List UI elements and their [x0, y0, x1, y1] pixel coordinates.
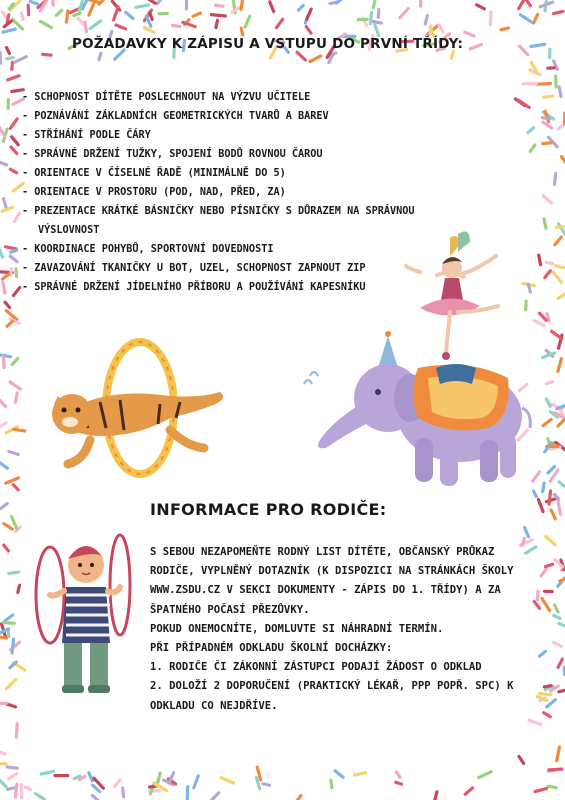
list-item-continuation: VÝSLOVNOST	[38, 225, 100, 236]
sprinkle-icon	[396, 772, 400, 778]
tiger-jumping-ring-illustration	[30, 330, 240, 490]
sprinkle-icon	[18, 585, 20, 592]
sprinkle-icon	[306, 27, 311, 34]
sprinkle-icon	[210, 793, 219, 800]
sprinkle-icon	[558, 125, 563, 129]
sprinkle-icon	[7, 48, 10, 54]
sprinkle-icon	[15, 784, 17, 797]
sprinkle-icon	[479, 772, 491, 778]
sprinkle-icon	[2, 12, 7, 18]
sprinkle-icon	[557, 747, 560, 761]
sprinkle-icon	[36, 794, 45, 800]
sprinkle-icon	[270, 2, 274, 12]
sprinkle-icon	[535, 789, 547, 792]
sprinkle-icon	[0, 463, 8, 469]
sprinkle-icon	[538, 500, 543, 512]
sprinkle-icon	[66, 11, 68, 22]
sprinkle-icon	[425, 16, 427, 24]
sprinkle-icon	[123, 788, 124, 797]
sprinkle-icon	[99, 53, 101, 60]
sprinkle-icon	[10, 662, 16, 668]
sprinkle-icon	[4, 524, 12, 529]
sprinkle-icon	[451, 51, 453, 58]
list-item: - PREZENTACE KRÁTKÉ BÁSNIČKY NEBO PÍSNIČKY S DŮRAZEM NA SPRÁVNOU	[22, 206, 415, 217]
sprinkle-icon	[528, 128, 534, 133]
sprinkle-icon	[173, 25, 180, 26]
sprinkle-icon	[10, 169, 16, 173]
sprinkle-icon	[3, 356, 4, 367]
list-item: - ORIENTACE V PROSTORU (POD, NAD, PŘED, ZA)	[22, 187, 286, 198]
sprinkle-icon	[543, 483, 545, 492]
sprinkle-icon	[299, 6, 304, 11]
sprinkle-icon	[335, 771, 343, 778]
sprinkle-icon	[6, 679, 16, 688]
sprinkle-icon	[540, 2, 553, 7]
sprinkle-icon	[554, 605, 558, 612]
sprinkle-icon	[14, 213, 19, 221]
elephant-illustration	[318, 364, 530, 486]
sprinkle-icon	[16, 393, 18, 402]
list-item: - ORIENTACE V ČÍSELNÉ ŘADĚ (MINIMÁLNĚ DO 5)	[22, 168, 286, 179]
sprinkle-icon	[221, 778, 234, 783]
sprinkle-icon	[557, 227, 564, 228]
sprinkle-icon	[559, 623, 565, 628]
requirements-title: POŽADAVKY K ZÁPISU A VSTUPU DO PRVNÍ TŘÍDY:	[72, 36, 464, 52]
sprinkle-icon	[529, 720, 541, 724]
sprinkle-icon	[99, 0, 103, 4]
sprinkle-icon	[4, 545, 9, 551]
sprinkle-icon	[276, 19, 282, 27]
sprinkle-icon	[465, 788, 472, 794]
sprinkle-icon	[546, 399, 550, 407]
sprinkle-icon	[12, 62, 13, 69]
ballerina-illustration	[406, 231, 498, 360]
sprinkle-icon	[297, 52, 305, 60]
info-text	[150, 543, 545, 716]
sprinkle-icon	[477, 5, 485, 9]
sprinkle-icon	[9, 774, 17, 779]
sprinkle-icon	[545, 271, 551, 278]
sprinkle-icon	[537, 84, 550, 85]
sprinkle-icon	[5, 615, 13, 621]
sprinkle-icon	[525, 528, 529, 537]
sprinkle-icon	[558, 502, 560, 514]
sprinkle-icon	[530, 145, 535, 151]
sprinkle-icon	[439, 25, 443, 32]
sprinkle-icon	[375, 24, 379, 35]
sprinkle-icon	[554, 11, 563, 13]
sprinkle-icon	[88, 0, 99, 2]
sprinkle-icon	[400, 9, 408, 18]
sprinkle-icon	[0, 161, 7, 165]
list-item: - STŘÍHÁNÍ PODLE ČÁRY	[22, 130, 151, 141]
sprinkle-icon	[549, 491, 551, 504]
sprinkle-icon	[10, 382, 20, 389]
sprinkle-icon	[501, 28, 508, 30]
sprinkle-icon	[92, 795, 98, 800]
sprinkle-icon	[8, 787, 16, 789]
sprinkle-icon	[546, 564, 553, 566]
sprinkle-icon	[559, 87, 561, 97]
sprinkle-icon	[531, 44, 545, 46]
sprinkle-icon	[90, 21, 101, 29]
sprinkle-icon	[78, 18, 83, 24]
sprinkle-icon	[241, 0, 242, 9]
sprinkle-icon	[145, 27, 154, 32]
sprinkle-icon	[114, 7, 119, 20]
sprinkle-icon	[12, 358, 18, 364]
sprinkle-icon	[336, 0, 342, 3]
sprinkle-icon	[7, 767, 17, 768]
sprinkle-icon	[543, 420, 551, 426]
sprinkle-icon	[519, 756, 524, 763]
sprinkle-icon	[3, 283, 5, 294]
hula-hoop-acrobat-illustration	[28, 525, 138, 700]
sprinkle-icon	[14, 429, 25, 431]
sprinkle-icon	[30, 2, 37, 5]
sprinkle-icon	[7, 704, 15, 707]
sprinkle-icon	[136, 5, 149, 7]
sprinkle-icon	[551, 510, 555, 519]
sprinkle-icon	[355, 773, 366, 776]
sprinkle-icon	[211, 15, 225, 16]
info-step: 2. DOLOŽÍ 2 DOPORUČENÍ (PRAKTICKÝ LÉKAŘ, PPP POPŘ. SPC) K ODKLADU CO NEJDŘÍVE.	[150, 680, 514, 712]
sprinkle-icon	[555, 237, 562, 245]
sprinkle-icon	[546, 382, 552, 384]
sprinkle-icon	[150, 13, 152, 20]
sprinkle-icon	[5, 302, 10, 307]
sprinkle-icon	[554, 174, 555, 185]
sprinkle-icon	[1, 504, 7, 509]
sprinkle-icon	[9, 451, 18, 454]
sprinkle-icon	[0, 779, 6, 787]
info-paragraph: PŘI PŘÍPADNÉM ODKLADU ŠKOLNÍ DOCHÁZKY:	[150, 642, 393, 655]
sprinkle-icon	[0, 400, 6, 406]
sprinkle-icon	[544, 219, 546, 228]
list-item: - SPRÁVNÉ DRŽENÍ JÍDELNÍHO PŘÍBORU A POUŽÍVÁNÍ KAPESNÍKU	[22, 282, 366, 293]
sprinkle-icon	[193, 13, 200, 16]
sprinkle-icon	[543, 122, 552, 128]
sprinkle-icon	[263, 784, 270, 785]
sprinkle-icon	[0, 355, 11, 357]
sprinkle-icon	[373, 0, 375, 8]
list-item: - POZNÁVÁNÍ ZÁKLADNÍCH GEOMETRICKÝCH TVARŮ A BAREV	[22, 111, 329, 122]
info-paragraph: POKUD ONEMOCNÍTE, DOMLUVTE SI NÁHRADNÍ TERMÍN.	[150, 622, 444, 635]
sprinkle-icon	[13, 20, 23, 30]
sprinkle-icon	[544, 686, 551, 687]
sprinkle-icon	[549, 769, 562, 770]
sprinkle-icon	[16, 724, 17, 737]
sprinkle-icon	[8, 630, 9, 636]
sprinkle-icon	[21, 13, 23, 19]
sprinkle-icon	[89, 773, 93, 781]
sprinkle-icon	[525, 0, 530, 6]
sprinkle-icon	[16, 269, 17, 277]
list-item: - ZAVAZOVÁNÍ TKANIČKY U BOT, UZEL, SCHOPNOST ZAPNOUT ZIP	[22, 263, 366, 274]
sprinkle-icon	[11, 268, 12, 275]
info-step: 1. RODIČE ČI ZÁKONNÍ ZÁSTUPCI PODAJÍ ŽÁDOST O ODKLAD	[150, 661, 482, 674]
sprinkle-icon	[378, 10, 379, 18]
sprinkle-icon	[13, 485, 18, 490]
sprinkle-icon	[157, 0, 163, 4]
sprinkle-icon	[0, 423, 6, 429]
sprinkle-icon	[542, 118, 549, 119]
sprinkle-icon	[562, 157, 565, 163]
sprinkle-icon	[216, 5, 224, 6]
sprinkle-icon	[245, 16, 250, 27]
sprinkle-icon	[543, 196, 552, 203]
sprinkle-icon	[11, 147, 17, 154]
sprinkle-icon	[194, 776, 198, 788]
sprinkle-icon	[543, 96, 552, 97]
sprinkle-icon	[295, 796, 301, 800]
party-hat-icon	[378, 331, 398, 368]
sprinkle-icon	[115, 780, 121, 787]
sprinkle-icon	[559, 482, 564, 486]
list-item: - KOORDINACE POHYBŮ, SPORTOVNÍ DOVEDNOSTI	[22, 244, 274, 255]
sprinkle-icon	[554, 615, 560, 618]
sprinkle-icon	[558, 659, 562, 667]
sprinkle-icon	[548, 786, 556, 788]
sprinkle-icon	[556, 266, 564, 268]
sprinkle-icon	[372, 21, 381, 23]
sprinkle-icon	[554, 642, 562, 646]
sprinkle-icon	[9, 572, 19, 574]
sprinkle-icon	[534, 15, 538, 24]
sprinkle-icon	[187, 787, 188, 800]
sprinkle-icon	[43, 54, 51, 55]
sprinkle-icon	[558, 419, 565, 426]
sprinkle-icon	[25, 787, 31, 790]
sprinkle-icon	[558, 292, 565, 299]
sprinkle-icon	[331, 780, 332, 787]
sprinkle-icon	[41, 21, 52, 27]
sprinkle-icon	[11, 250, 17, 252]
sprinkle-icon	[7, 58, 14, 59]
sprinkle-icon	[8, 76, 19, 80]
sprinkle-icon	[52, 0, 53, 5]
sprinkle-icon	[13, 288, 19, 296]
list-item: - SCHOPNOST DÍTĚTE POSLECHNOUT NA VÝZVU UČITELE	[22, 92, 311, 103]
sprinkle-icon	[11, 516, 17, 529]
sprinkle-icon	[116, 25, 126, 29]
sprinkle-icon	[0, 751, 5, 754]
sprinkle-icon	[552, 331, 562, 338]
sprinkle-icon	[126, 12, 133, 18]
sprinkle-icon	[370, 13, 371, 24]
sprinkle-icon	[2, 207, 12, 211]
sprinkle-icon	[546, 262, 552, 263]
sprinkle-icon	[149, 0, 155, 3]
sprinkle-icon	[543, 143, 551, 144]
sprinkle-icon	[241, 28, 243, 35]
sprinkle-icon	[396, 782, 402, 784]
sprinkle-icon	[310, 56, 321, 62]
sprinkle-icon	[0, 637, 7, 638]
sprinkle-icon	[85, 22, 87, 32]
info-paragraph: S SEBOU NEZAPOMEŇTE RODNÝ LIST DÍTĚTE, OBČANSKÝ PRŮKAZ RODIČE, VYPLNĚNÝ DOTAZNÍK (K DISPOZICI NA STRÁNKÁCH ŠKOLY WWW.ZSDU.CZ V SEKCI DOKUMENTY - ZÁPIS DO 1. TŘÍDY) A ZA ŠPATNÉHO POČASÍ PŘEZŮVKY.	[150, 546, 514, 616]
sprinkle-icon	[2, 274, 9, 279]
sprinkle-icon	[56, 10, 62, 15]
sprinkle-icon	[41, 771, 53, 774]
sprinkle-icon	[10, 256, 17, 262]
sprinkle-icon	[3, 623, 14, 624]
sprinkle-icon	[6, 478, 19, 483]
sprinkle-icon	[548, 467, 555, 473]
sprinkle-icon	[490, 12, 491, 25]
sprinkle-icon	[307, 9, 312, 19]
sprinkle-icon	[519, 1, 524, 9]
sprinkle-icon	[89, 4, 94, 16]
ballerina-on-elephant-illustration	[300, 228, 540, 498]
sprinkle-icon	[93, 785, 100, 791]
sprinkle-icon	[546, 536, 555, 544]
sprinkle-icon	[7, 321, 13, 326]
sprinkle-icon	[3, 29, 15, 32]
sprinkle-icon	[435, 792, 437, 800]
sprinkle-icon	[0, 246, 3, 257]
sprinkle-icon	[553, 272, 562, 283]
list-item: - SPRÁVNÉ DRŽENÍ TUŽKY, SPOJENÍ BODŮ ROVNOU ČAROU	[22, 149, 323, 160]
sprinkle-icon	[10, 119, 17, 129]
sprinkle-icon	[559, 690, 565, 692]
sprinkle-icon	[558, 359, 562, 372]
sprinkle-icon	[12, 137, 19, 145]
sprinkle-icon	[15, 57, 27, 63]
sprinkle-icon	[520, 15, 531, 22]
sprinkle-icon	[540, 313, 547, 320]
sprinkle-icon	[216, 20, 218, 27]
sprinkle-icon	[0, 126, 5, 137]
sprinkle-icon	[12, 639, 13, 653]
sprinkle-icon	[6, 247, 17, 249]
sprinkle-icon	[74, 13, 80, 15]
info-title: INFORMACE PRO RODIČE:	[150, 500, 387, 519]
sprinkle-icon	[560, 578, 565, 581]
